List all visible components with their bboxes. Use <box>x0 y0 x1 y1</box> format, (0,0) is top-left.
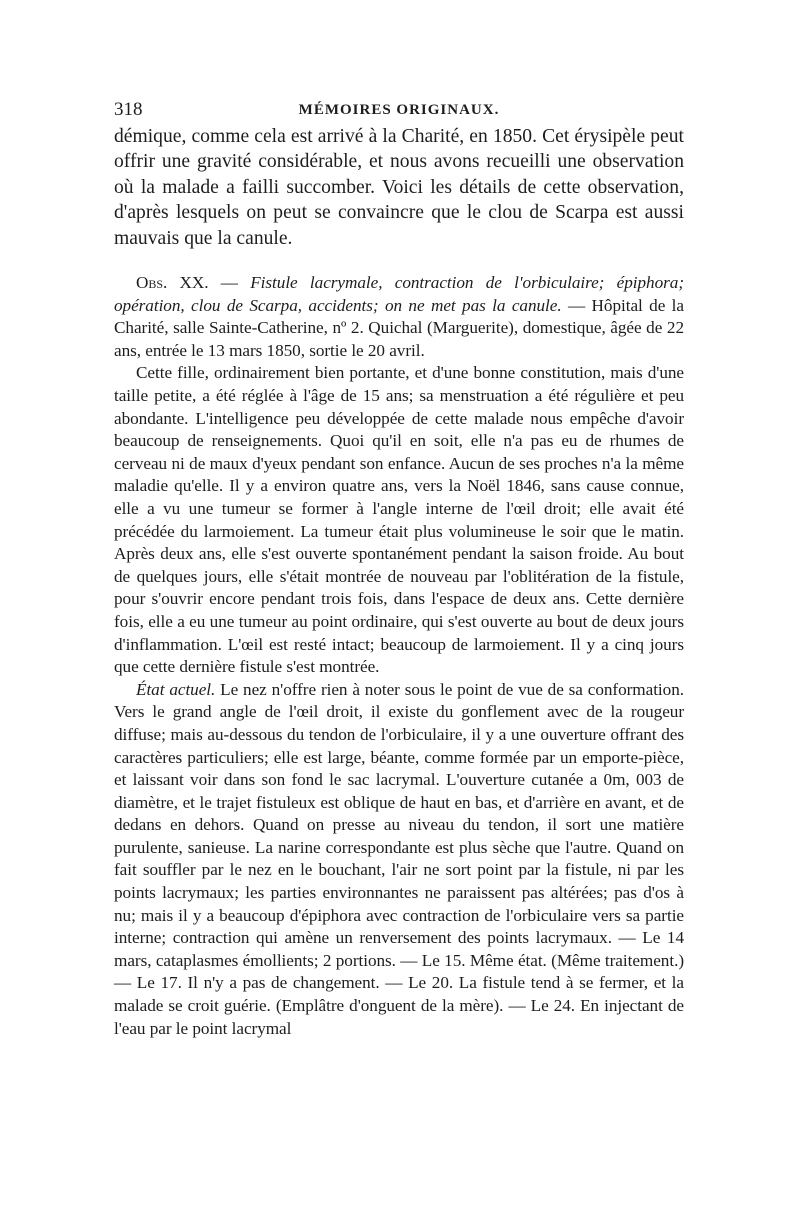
observation-label: Obs. XX. — <box>136 273 238 293</box>
intro-paragraph: démique, comme cela est arrivé à la Charité, en 1850. Cet érysipèle peut offrir une gravité considérable, et nous avons recueilli une observation où la malade a failli succomber. Voici les détails de cette observation, d'après lesquels on peut se convaincre que le clou de Scarpa est aussi mauvais que la canule. <box>114 126 684 249</box>
book-page <box>114 96 684 1040</box>
observation-heading <box>114 272 684 362</box>
running-head-title: MÉMOIRES ORIGINAUX. <box>298 102 500 118</box>
current-state-text: Le nez n'offre rien à noter sous le point de vue de sa conformation. Vers le grand angle de l'œil droit, il existe du gonflement avec de la rougeur diffuse; mais au-dessous du tendon de l'orbiculaire, il y a une ouverture offrant des caractères particuliers; elle est large, béante, comme formée par un emporte-pièce, et laissant voir dans son fond le sac lacrymal. L'ouverture cutanée a 0m, 003 de diamètre, et le trajet fistuleux est oblique de haut en bas, et d'arrière en avant, et de dedans en dehors. Quand on presse au niveau du tendon, il sort une matière purulente, sanieuse. La narine correspondante est plus sèche que l'autre. Quand on fait souffler par le nez en le bouchant, l'air ne sort point par la fistule, ni par les points lacrymaux; les parties environnantes ne paraissent pas altérées; pas d'os à nu; mais il y a beaucoup d'épiphora avec contraction de l'orbiculaire vers sa partie interne; contraction qui amène un renversement des points lacrymaux. — Le 14 mars, cataplasmes émollients; 2 portions. — Le 15. Même état. (Même traitement.) — Le 17. Il n'y a pas de changement. — Le 20. La fistule tend à se fermer, et la malade se croit guérie. (Emplâtre d'onguent de la mère). — Le 24. En injectant de l'eau par le point lacrymal <box>114 679 684 1038</box>
history-paragraph: Cette fille, ordinairement bien portante, et d'une bonne constitution, mais d'une taille petite, a été réglée à l'âge de 15 ans; sa menstruation a été régulière et peu abondante. L'intelligence peu développée de cette malade nous empêche d'avoir beaucoup de renseignements. Quoi qu'il en soit, elle n'a pas eu de rhumes de cerveau ni de maux d'yeux pendant son enfance. Aucun de ses proches n'a la même maladie qu'elle. Il y a environ quatre ans, vers la Noël 1846, sans cause connue, elle a vu une tumeur se former à l'angle interne de l'œil droit; elle avait été précédée du larmoiement. La tumeur était plus volumineuse le soir que le matin. Après deux ans, elle s'est ouverte spontanément pendant la saison froide. Au bout de quelques jours, elle s'était montrée de nouveau par l'oblitération de la fistule, pour s'ouvrir encore pendant trois fois, dans l'espace de deux ans. Cette dernière fois, elle a eu une tumeur au point ordinaire, qui s'est ouverte au bout de deux jours d'inflammation. L'œil est resté intact; beaucoup de larmoiement. Il y a cinq jours que cette dernière fistule s'est montrée. <box>114 363 684 677</box>
running-head <box>114 96 684 124</box>
current-state-paragraph <box>114 679 684 1041</box>
observation-title: Fistule lacrymale, contraction de l'orbiculaire; épiphora; opération, clou de Scarpa, accidents; on ne met pas la canule. <box>114 273 684 315</box>
page-number: 318 <box>114 99 143 120</box>
current-state-label: État actuel. <box>136 679 216 699</box>
observation-admission: — Hôpital de la Charité, salle Sainte-Catherine, nº 2. Quichal (Marguerite), domestique, âgée de 22 ans, entrée le 13 mars 1850, sortie le 20 avril. <box>114 295 684 360</box>
